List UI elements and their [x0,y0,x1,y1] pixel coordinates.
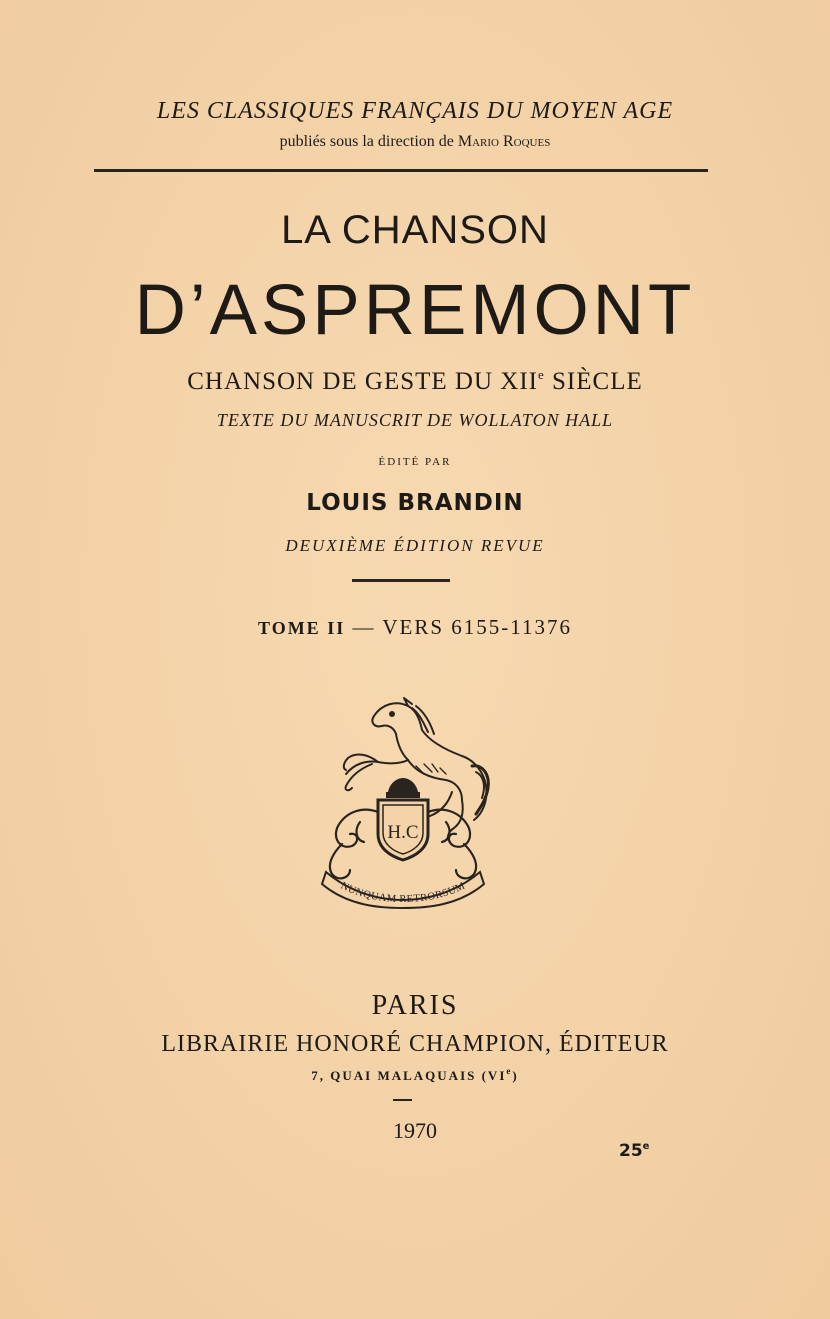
rearing-horse-crest-icon [312,694,494,909]
subtitle [0,367,830,396]
verses-range: VERS 6155-11376 [382,615,572,639]
price-value: 25 [619,1141,643,1161]
volume-dash: — [345,615,383,639]
series-direction [0,133,830,151]
imprint-publisher: LIBRAIRIE HONORÉ CHAMPION, ÉDITEUR [161,1031,669,1057]
edition-note: DEUXIÈME ÉDITION REVUE [285,536,545,555]
title-line-2: D’ASPREMONT [134,271,696,350]
subtitle-sup: e [538,367,545,382]
price-label [619,1141,649,1161]
volume-line [0,615,830,640]
edited-by-label: ÉDITÉ PAR [378,456,452,468]
editor-name: LOUIS BRANDIN [306,490,524,516]
middle-rule-divider [352,579,450,582]
title-line-1: LA CHANSON [281,208,549,252]
imprint-city: PARIS [371,990,459,1021]
address-main: 7, QUAI MALAQUAIS (VI [311,1068,507,1083]
direction-prefix: publiés sous la direction de [279,133,454,150]
price-sup: e [642,1141,650,1152]
imprint-year: 1970 [393,1118,437,1143]
top-rule-divider [94,169,708,172]
series-title: LES CLASSIQUES FRANÇAIS DU MOYEN AGE [156,98,674,124]
subtitle-main: CHANSON DE GESTE DU XII [187,368,538,395]
subtitle-end: SIÈCLE [544,368,643,395]
tome-label: TOME II [258,618,346,638]
director-name: Mario Roques [457,133,551,150]
emblem-monogram: H.C [387,822,419,843]
small-rule-divider [393,1099,412,1101]
address-end: ) [512,1068,519,1083]
imprint-address [0,1066,830,1084]
address-sup: e [506,1066,513,1076]
manuscript-source: TEXTE DU MANUSCRIT DE WOLLATON HALL [216,410,614,430]
emblem-motto: NUNQUAM RETRORSUM [338,880,468,906]
